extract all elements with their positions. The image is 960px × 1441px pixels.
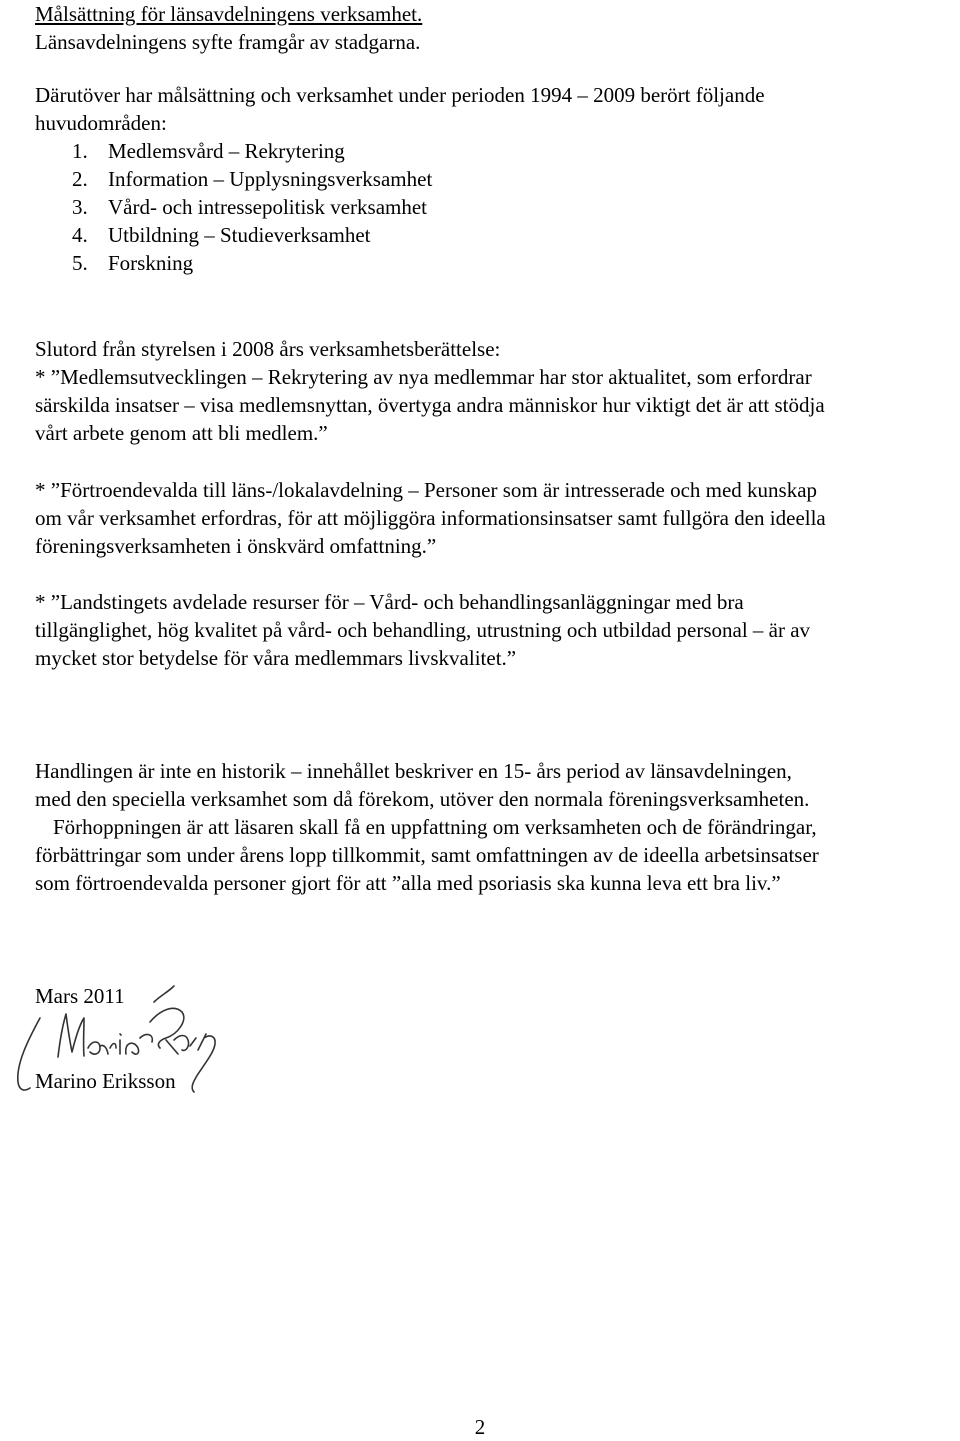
closing-section [35, 335, 960, 447]
list-item-text: Forskning [108, 251, 194, 275]
areas-intro-line: huvudområden: [35, 111, 167, 135]
quote-line: tillgänglighet, hög kvalitet på vård- och behandling, utrustning och utbildad personal – är av [35, 618, 811, 642]
summary-line: med den speciella verksamhet som då förekom, utöver den normala föreningsverksamheten. [35, 787, 810, 811]
quote-line: särskilda insatser – visa medlemsnyttan, övertyga andra människor hur viktigt det är att stödja [35, 393, 825, 417]
list-item-text: Medlemsvård – Rekrytering [108, 139, 345, 163]
areas-intro-line: Därutöver har målsättning och verksamhet under perioden 1994 – 2009 berört följande [35, 83, 765, 107]
page-number: 2 [474, 1415, 486, 1439]
quote-line: * ”Medlemsutvecklingen – Rekrytering av nya medlemmar har stor aktualitet, som erfordrar [35, 365, 812, 389]
list-item-number: 5. [72, 251, 88, 275]
quote-line: vårt arbete genom att bli medlem.” [35, 421, 328, 445]
quote-paragraph [35, 476, 960, 560]
list-item [72, 249, 432, 277]
summary-paragraph [35, 757, 960, 897]
hope-line: som förtroendevalda personer gjort för att ”alla med psoriasis ska kunna leva ett bra liv.” [35, 871, 781, 895]
section-intro [35, 0, 960, 56]
quote-line: föreningsverksamheten i önskvärd omfattning.” [35, 534, 437, 558]
quote-line: om vår verksamhet erfordras, för att möjliggöra informationsinsatser samt fullgöra den ideella [35, 506, 826, 530]
closing-intro: Slutord från styrelsen i 2008 års verksamhetsberättelse: [35, 337, 501, 361]
quote-line: * ”Landstingets avdelade resurser för – Vård- och behandlingsanläggningar med bra [35, 590, 744, 614]
quote-line: * ”Förtroendevalda till läns-/lokalavdelning – Personer som är intresserade och med kunskap [35, 478, 818, 502]
quote-line: mycket stor betydelse för våra medlemmars livskvalitet.” [35, 646, 517, 670]
date: Mars 2011 [35, 984, 125, 1008]
list-item-number: 1. [72, 139, 88, 163]
list-item-number: 2. [72, 167, 88, 191]
list-item [72, 193, 432, 221]
hope-line: Förhoppningen är att läsaren skall få en uppfattning om verksamheten och de förändringar, [53, 815, 817, 839]
list-item-number: 3. [72, 195, 88, 219]
list-item [72, 221, 432, 249]
list-item-number: 4. [72, 223, 88, 247]
list-item [72, 165, 432, 193]
signer-name: Marino Eriksson [35, 1069, 176, 1093]
hope-line: förbättringar som under årens lopp tillkommit, samt omfattningen av de ideella arbetsinsatser [35, 843, 819, 867]
list-item [72, 137, 432, 165]
list-item-text: Information – Upplysningsverksamhet [108, 167, 433, 191]
areas-intro [35, 81, 960, 137]
list-item-text: Utbildning – Studieverksamhet [108, 223, 371, 247]
list-item-text: Vård- och intressepolitisk verksamhet [108, 195, 427, 219]
summary-line: Handlingen är inte en historik – innehållet beskriver en 15- års period av länsavdelningen, [35, 759, 792, 783]
section-heading: Målsättning för länsavdelningens verksamhet. [35, 2, 423, 26]
areas-list [72, 137, 432, 277]
quote-paragraph [35, 588, 960, 672]
intro-line: Länsavdelningens syfte framgår av stadgarna. [35, 30, 421, 54]
